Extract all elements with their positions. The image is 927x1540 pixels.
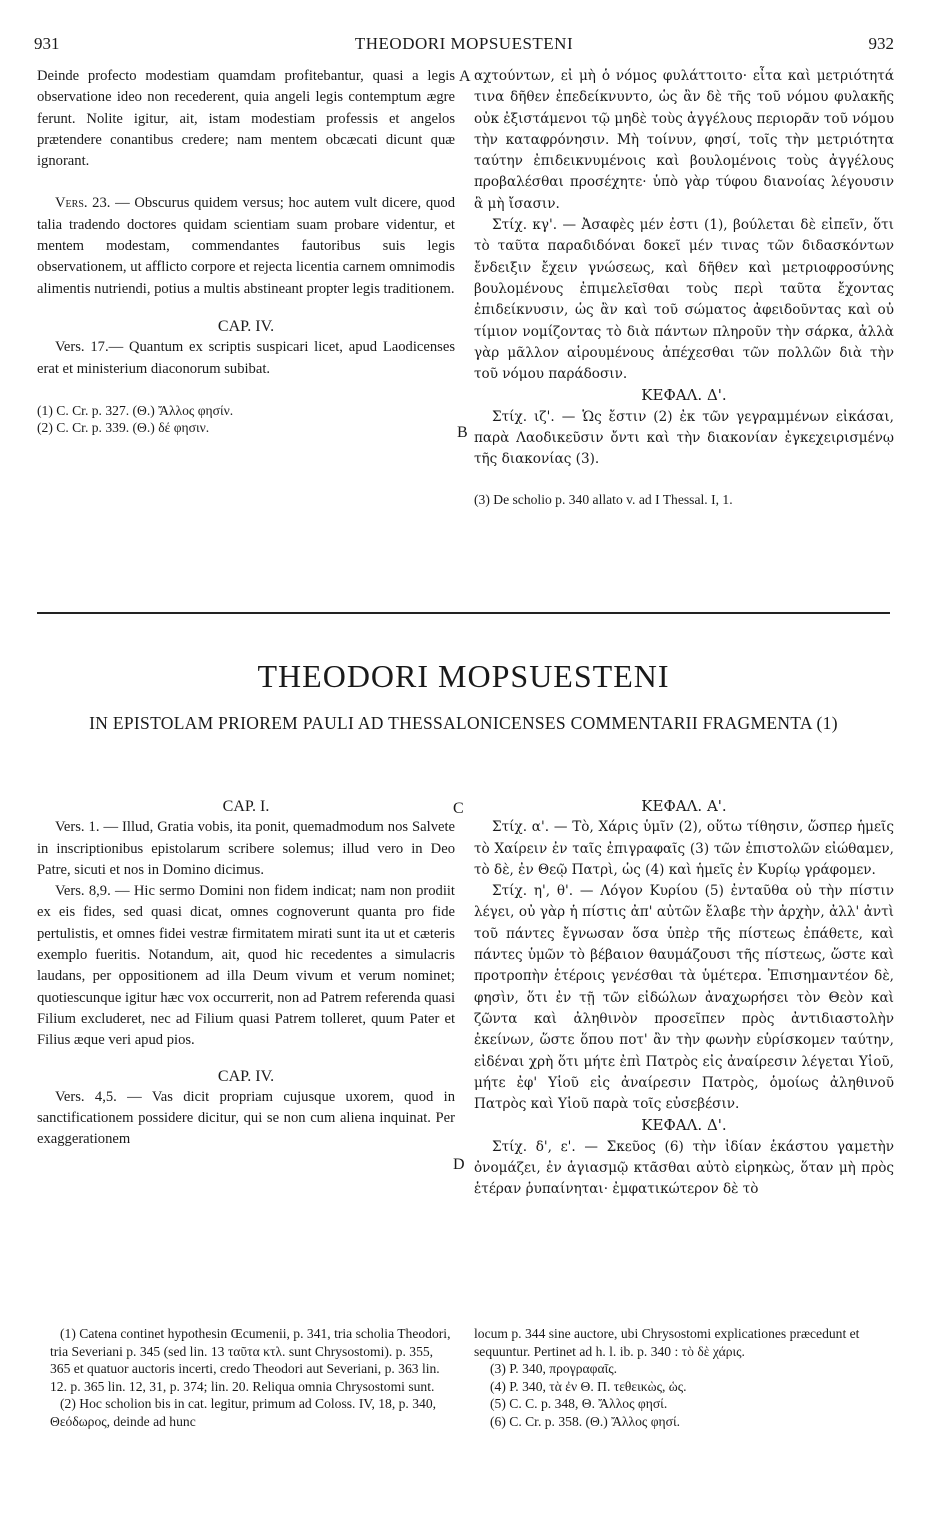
section-subtitle: IN EPISTOLAM PRIOREM PAULI AD THESSALONICENSES COMMENTARII FRAGMENTA (1) bbox=[89, 713, 838, 733]
section-rule bbox=[37, 612, 890, 614]
bottom-right-column bbox=[474, 796, 894, 1201]
bottom-right-cap-2: ΚΕΦΑΛ. Δ'. bbox=[641, 1116, 727, 1135]
footnote-b6: (6) C. Cr. p. 358. (Θ.) Ἄλλος φησί. bbox=[490, 1413, 681, 1429]
bottom-left-footnotes bbox=[50, 1325, 454, 1431]
bottom-left-para-2: Vers. 8,9. — Hic sermo Domini non fidem indicat; nam non prodiit ex eis fides, sed quasi dicat, omnes cognoverunt quanta pro fide pertulistis, et omnes fidei vestræ firmitatem mirati sunt ita ut et cæteris exemplo fueritis. Notandum, ait, quod hic recedentes a simulacris laudans, per oppositionem ad illa Deum vivum et verum nominet; quotiescunque igitur hæc vox occurrerit, non ad Patrem referenda quasi Filium excluderet, nec ad Filium quasi Patrem tolleret, quum Pater et Filius æque veri apud pios. bbox=[37, 883, 455, 1049]
bottom-left-column bbox=[37, 796, 455, 1151]
bottom-right-para-2: Στίχ. η', θ'. — Λόγον Κυρίου (5) ἐνταῦθα οὐ τὴν πίστιν λέγει, οὐ γὰρ ἡ πίστις ἀπ' αὐτῶν ἔλαβε τὴν ἀρχὴν, ἀλλ' ἀντὶ τοῦ πάντες ἔγνωσαν ὅσα ὑπὲρ τῆς πίστεως ἐπάθετε, καὶ πάντες ὑμῶν τὸ βέβαιον θαυμάζουσι τῆς πίστεως, ὥστε καὶ προτροπὴν ἑτέροις γενέσθαι τὰ ὑμέτερα. Ἐπισημαντέον δὲ, φησὶν, ὅτι ἐν τῇ τῶν εἰδώλων ἀναχωρήσει τὸν Θεὸν καὶ ζῶντα καὶ ἀληθινὸν προσεῖπεν πρὸς ἀντιδιαστολὴν ἐκείνων, ὥστε ὅπου ποτ' ἂν τὴν φωνὴν εὑρίσκομεν ταύτην, εἰδέναι χρὴ ὅτι μήτε ἐπὶ Πατρὸς εἰς ἀναίρεσιν λέγεται Υἱοῦ, μήτε ἐφ' Υἱοῦ εἰς ἀναίρεσιν Πατρὸς, ὁμοίως ἀληθινοῦ Πατρὸς καὶ Υἱοῦ παρὰ τοῖς εὐσεβέσιν. bbox=[474, 883, 894, 1113]
top-left-para-2 bbox=[37, 193, 455, 299]
top-right-cap-heading: ΚΕΦΑΛ. Δ'. bbox=[641, 386, 727, 405]
footnote-b2-cont: locum p. 344 sine auctore, ubi Chrysostomi explicationes præcedunt et sequuntur. Pertinet ad h. l. ib. p. 340 : τὸ δὲ χάρις. bbox=[474, 1326, 860, 1359]
footnote-b4: (4) P. 340, τὰ ἐν Θ. Π. τεθεικὼς, ὡς. bbox=[490, 1378, 687, 1394]
bottom-right-footnotes bbox=[474, 1325, 894, 1431]
section-title: THEODORI MOPSUESTENI bbox=[257, 658, 670, 694]
footnote-1: (1) C. Cr. p. 327. (Θ.) Ἄλλος φησίν. bbox=[37, 402, 234, 418]
top-left-column bbox=[37, 66, 455, 437]
top-left-para-2-text: — Obscurus quidem versus; hoc autem vult dicere, quod talia tradendo doctores quidam scientiam suam probare videntur, et mentem modestam, commendantes fautoribus suis legis observationem, ut afflicto corpore et rejecta licentia carnem omnimodis alimentis nutriendi, potius a multis abstineant propter legis traditionem. bbox=[37, 195, 456, 297]
footnote-b2: (2) Hoc scholion bis in cat. legitur, primum ad Coloss. IV, 18, p. 340, Θεόδωρος, deinde ad hunc bbox=[50, 1396, 437, 1429]
margin-letter-c: C bbox=[453, 800, 464, 817]
bottom-left-cap-2: CAP. IV. bbox=[217, 1067, 275, 1085]
top-right-para-1: αχτούντων, εἰ μὴ ὁ νόμος φυλάττοιτο· εἶτα καὶ μετριότητά τινα δῆθεν ἐπεδείκνυντο, ὡς ἂν δὲ τῆς τοῦ νόμου φυλακῆς οὐκ ἐξιστάμενοι τῷ μηδὲ τοὺς ἀγγέλους περιορᾶν τοῦ νόμου τὴν καταφρόνησιν. Μὴ τοίνυν, φησί, τοῖς τὴν μετριότητα ταύτην ἐπιδεικνυμένοις καὶ βουλομένοις τοὺς ἀγγέλους προβαλέσθαι προσέχητε· ὑπὸ γὰρ τύφου διανοίας λέγουσιν ἃ μὴ ἴσασιν. bbox=[474, 68, 894, 212]
footnote-3: (3) De scholio p. 340 allato v. ad I Thessal. I, 1. bbox=[474, 491, 733, 507]
page-number-left: 931 bbox=[34, 34, 60, 53]
margin-letter-b: B bbox=[457, 424, 468, 441]
margin-letter-d: D bbox=[453, 1156, 465, 1173]
margin-letter-a: A bbox=[459, 68, 471, 85]
bottom-right-para-1: Στίχ. α'. — Τὸ, Χάρις ὑμῖν (2), οὕτω τίθησιν, ὥσπερ ἡμεῖς τὸ Χαίρειν ἐν ταῖς ἐπιγραφαῖς (3) τῶν ἐπιστολῶν εἰώθαμεν, τὸ δὲ, ἐν Θεῷ Πατρὶ, ὡς (4) καὶ ἡμεῖς ἐν Κυρίῳ γράφομεν. bbox=[474, 819, 894, 878]
footnote-b3: (3) P. 340, προγραφαῖς. bbox=[490, 1361, 618, 1377]
verse-label: Vers. 23. bbox=[55, 195, 111, 212]
bottom-right-cap-1: ΚΕΦΑΛ. Α'. bbox=[641, 797, 727, 815]
top-right-para-2: Στίχ. κγ'. — Ἀσαφὲς μέν ἐστι (1), βούλεται δὲ εἰπεῖν, ὅτι τὸ ταῦτα παραδιδόναι δοκεῖ μέν τινας τῶν διδασκόντων ἔνδειξιν ἔχειν γνώσεως, καὶ δῆθεν καὶ μετριοφροσύνης βουλομένους ἐπιμελεῖσθαι τοὺς περὶ ταῦτα ἔχοντας ἐπιδείκνυσιν, ὡς ἂν καὶ τοῦ σώματος ἀφειδοῦντας καὶ οὐ τίμιον νομίζοντας τὸ διὰ πάντων πληροῦν τὴν σάρκα, ἀλλὰ γὰρ μᾶλλον αἱρουμένους ἀπέχεσθαι τῶν πολλῶν διὰ τὴν τοῦ νόμου παράδοσιν. bbox=[474, 217, 894, 383]
footnote-b1: (1) Catena continet hypothesin Œcumenii, p. 341, tria scholia Theodori, tria Severiani p. 345 (sed lin. 13 ταῦτα κτλ. sunt Chrysostomi). p. 355, 365 et quatuor auctoris incerti, credo Theodori aut Severiani, p. 363 lin. 12. p. 365 lin. 12, 31, p. 374; lin. 20. Reliqua omnia Chrysostomi sunt. bbox=[50, 1326, 451, 1394]
top-left-para-3: Vers. 17.— Quantum ex scriptis suspicari licet, apud Laodicenses erat et ministerium diaconorum subibat. bbox=[37, 339, 455, 377]
top-right-footnotes bbox=[474, 491, 894, 509]
footnote-b5: (5) C. C. p. 348, Θ. Ἄλλος φησί. bbox=[490, 1396, 668, 1412]
top-left-para-1: Deinde profecto modestiam quamdam profitebantur, quasi a legis observatione ideo non recederent, quia angeli legis contemptum ægre ferunt. Nolite igitur, ait, istam modestiam professis et angelos prætendere conantibus credere; nam mentem obcæcati dicunt quæ ignorant. bbox=[37, 68, 455, 170]
top-right-column bbox=[474, 66, 894, 508]
bottom-left-para-3: Vers. 4,5. — Vas dicit propriam cujusque uxorem, quod in sanctificationem possidere dicitur, qui se non cum aliena inquinat. Per exaggerationem bbox=[37, 1088, 455, 1148]
running-title: THEODORI MOPSUESTENI bbox=[354, 34, 574, 53]
top-left-cap-heading: CAP. IV. bbox=[217, 317, 275, 335]
bottom-right-para-3: Στίχ. δ', ε'. — Σκεῦος (6) τὴν ἰδίαν ἑκάστου γαμετὴν ὀνομάζει, ἐν ἁγιασμῷ κτᾶσθαι αὐτὸ εἰρηκὼς, ὅταν μὴ πρὸς ἑτέραν ῥυπαίνηται· ἐμφατικώτερον δὲ τὸ bbox=[474, 1138, 894, 1198]
bottom-left-cap-1: CAP. I. bbox=[222, 798, 270, 815]
footnote-2: (2) C. Cr. p. 339. (Θ.) δέ φησιν. bbox=[37, 420, 210, 436]
top-left-footnotes bbox=[37, 402, 455, 437]
bottom-left-para-1: Vers. 1. — Illud, Gratia vobis, ita ponit, quemadmodum nos Salvete in inscriptionibus epistolarum scribere solemus; illud vero in Deo Patre, sicuti et nos in Domino dicimus. bbox=[37, 819, 455, 878]
top-right-para-3: Στίχ. ιζ'. — Ὡς ἔστιν (2) ἐκ τῶν γεγραμμένων εἰκάσαι, παρὰ Λαοδικεῦσιν ὄντι καὶ τὴν διακονίαν ἐγκεχειρισμένῳ τῆς διακονίας (3). bbox=[474, 408, 894, 468]
page-number-right: 932 bbox=[868, 34, 894, 53]
running-header bbox=[34, 34, 894, 56]
